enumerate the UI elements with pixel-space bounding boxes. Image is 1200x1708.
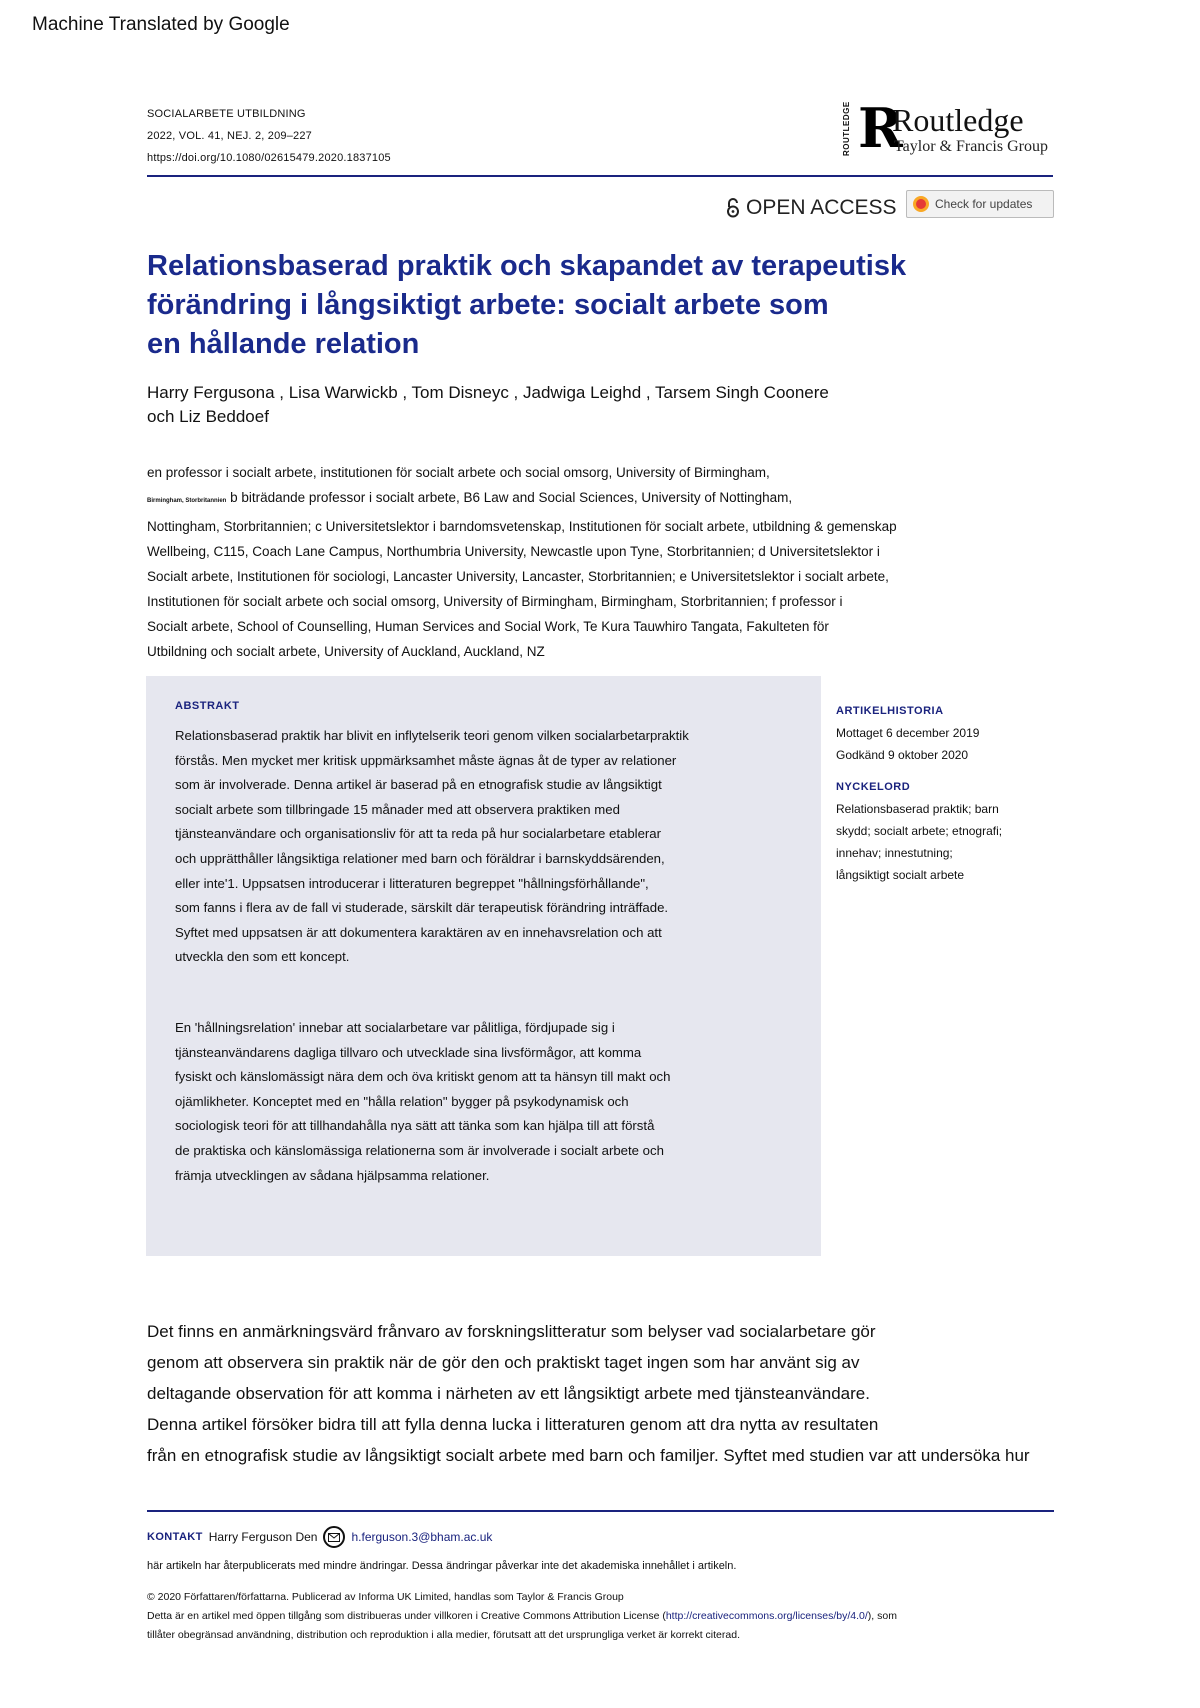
footer-divider [147,1510,1054,1512]
crossmark-icon [913,196,929,212]
body-line: deltagande observation för att komma i närheten av ett långsiktigt arbete med tjänsteanvändare. [147,1384,870,1403]
journal-name: SOCIALARBETE UTBILDNING [147,108,306,120]
history-heading: ARTIKELHISTORIA [836,705,944,717]
received-date: Mottaget 6 december 2019 [836,726,980,740]
journal-info [147,103,391,169]
abstract-line: Relationsbaserad praktik har blivit en inflytelserik teori genom vilken socialarbetarpraktik [175,728,689,743]
abstract-line: de praktiska och känslomässiga relationerna som är involverade i socialt arbete och [175,1142,664,1158]
authors-line: Harry Fergusona , Lisa Warwickb , Tom Disneyc , Jadwiga Leighd , Tarsem Singh Coonere [147,383,829,402]
logo-vertical-text: ROUTLEDGE [842,101,851,157]
abstract-line: sociologisk teori för att tillhandahålla nya sätt att tänka som kan hjälpa till att förstå [175,1118,655,1134]
keyword-line: skydd; socialt arbete; etnografi; [836,824,1003,838]
article-title [147,247,1067,364]
article-sidebar [836,700,1002,886]
author-list [147,381,1067,429]
open-access-label: OPEN ACCESS [746,196,897,219]
affiliations [147,460,1067,664]
logo-r-mark: R [858,96,903,160]
title-line: förändring i långsiktigt arbete: socialt arbete som [147,289,829,321]
abstract-line: förstås. Men mycket mer kritisk uppmärksamhet måste ägnas åt de typer av relationer [175,752,677,768]
contact-label: KONTAKT [147,1531,203,1543]
abstract-line: främja utvecklingen av sådana hjälpsamma relationer. [175,1167,490,1183]
affiliation-line: Institutionen för socialt arbete och social omsorg, University of Birmingham, Birmingham, Storbritannien; f professor i [147,594,843,609]
abstract-line: socialt arbete som tillbringade 15 månader med att observera praktiken med [175,801,620,817]
affiliation-line: Birmingham, Storbritannien b biträdande professor i socialt arbete, B6 Law and Social Sciences, University of Nottingham, [147,490,793,505]
abstract-line: tjänsteanvändarens dagliga tillvaro och utvecklade sina livsförmågor, att komma [175,1044,642,1060]
abstract-line: utveckla den som ett koncept. [175,949,350,965]
title-line: Relationsbaserad praktik och skapandet av terapeutisk [147,250,907,282]
open-access-badge [726,196,897,220]
affiliation-tiny-text: Birmingham, Storbritannien [147,498,227,504]
affiliation-line: Utbildning och socialt arbete, University of Auckland, Auckland, NZ [147,644,545,659]
abstract-paragraph-2 [175,1016,670,1188]
license-link[interactable]: http://creativecommons.org/licenses/by/4.0/ [665,1610,868,1622]
contact-name: Harry Ferguson Den [208,1530,318,1544]
affiliation-line: en professor i socialt arbete, institutionen för socialt arbete och social omsorg, University of Birmingham, [147,465,770,480]
affiliation-line: Socialt arbete, School of Counselling, Human Services and Social Work, Te Kura Tauwhiro Tangata, Fakulteten för [147,619,829,634]
machine-translated-label: Machine Translated by Google [32,14,290,35]
body-line: från en etnografisk studie av långsiktigt socialt arbete med barn och familjer. Syftet med studien var att undersöka hur [147,1446,1030,1465]
copyright-line: © 2020 Författaren/författarna. Publicerad av Informa UK Limited, handlas som Taylor & Francis Group [147,1591,624,1603]
affiliation-line: Socialt arbete, Institutionen för sociologi, Lancaster University, Lancaster, Storbritannien; e Universitetslektor i socialt arbete, [147,569,889,584]
abstract-paragraph-1 [175,724,689,970]
body-line: genom att observera sin praktik när de gör den och praktiskt taget ingen som har använt sig av [147,1353,860,1372]
abstract-line: eller inte'1. Uppsatsen introducerar i litteraturen begreppet "hållningsförhållande", [175,875,649,891]
open-lock-icon [726,198,740,218]
routledge-logo [842,98,1054,164]
abstract-line: som fanns i flera av de fall vi studerade, särskilt där terapeutisk förändring inträffade. [175,900,669,916]
abstract-heading: ABSTRAKT [175,700,240,712]
publisher-name: Routledge [892,102,1024,138]
journal-doi[interactable]: https://doi.org/10.1080/02615479.2020.1837105 [147,152,391,164]
contact-line [147,1526,492,1548]
header-divider [147,175,1053,177]
keyword-line: Relationsbaserad praktik; barn [836,802,999,816]
body-line: Denna artikel försöker bidra till att fylla denna lucka i litteraturen genom att dra nytta av resultaten [147,1415,879,1434]
keyword-line: långsiktigt socialt arbete [836,868,965,882]
affiliation-line: Nottingham, Storbritannien; c Universitetslektor i barndomsvetenskap, Institutionen för socialt arbete, utbildning & gemenskap [147,519,897,534]
abstract-line: tjänsteanvändare och organisationsliv för att ta reda på hur socialarbetare etablerar [175,826,662,842]
republication-note: här artikeln har återpublicerats med mindre ändringar. Dessa ändringar påverkar inte det akademiska innehållet i artikeln. [147,1560,737,1572]
journal-volume: 2022, VOL. 41, NEJ. 2, 209–227 [147,130,313,142]
abstract-line: Syftet med uppsatsen är att dokumentera karaktären av en innehavsrelation och att [175,924,662,940]
body-text [147,1316,1030,1471]
license-line-2: tillåter obegränsad användning, distribution och reproduktion i alla medier, förutsatt att det ursprungliga verket är korrekt citerad. [147,1629,740,1641]
abstract-line: fysiskt och känslomässigt nära dem och öva kritiskt genom att ta hänsyn till makt och [175,1069,671,1085]
keywords-heading: NYCKELORD [836,781,911,793]
authors-line: och Liz Beddoef [147,407,269,426]
affiliation-line: Wellbeing, C115, Coach Lane Campus, Northumbria University, Newcastle upon Tyne, Storbritannien; d Universitetslektor i [147,544,880,559]
contact-email-link[interactable]: h.ferguson.3@bham.ac.uk [351,1530,493,1544]
license-line: Detta är en artikel med öppen tillgång som distribueras under villkoren i Creative Commons Attribution License (http://creativecommons.org/licenses/by/4.0/), som [147,1610,897,1622]
abstract-line: som är involverade. Denna artikel är baserad på en etnografisk studie av långsiktigt [175,777,662,793]
abstract-line: En 'hållningsrelation' innebar att socialarbetare var pålitliga, fördjupade sig i [175,1020,615,1035]
body-line: Det finns en anmärkningsvärd frånvaro av forskningslitteratur som belyser vad socialarbetare gör [147,1322,876,1341]
keyword-line: innehav; innestutning; [836,846,953,860]
accepted-date: Godkänd 9 oktober 2020 [836,748,969,762]
publisher-subtitle: Taylor & Francis Group [894,138,1048,155]
check-for-updates-label: Check for updates [935,197,1033,211]
copyright-block [147,1588,897,1645]
email-icon [323,1526,345,1548]
abstract-line: och upprätthåller långsiktiga relationer med barn och föräldrar i barnskyddsärenden, [175,850,665,866]
title-line: en hållande relation [147,328,420,360]
check-for-updates-button[interactable] [906,190,1054,218]
abstract-line: ojämlikheter. Konceptet med en "hålla relation" bygger på psykodynamisk och [175,1093,629,1109]
